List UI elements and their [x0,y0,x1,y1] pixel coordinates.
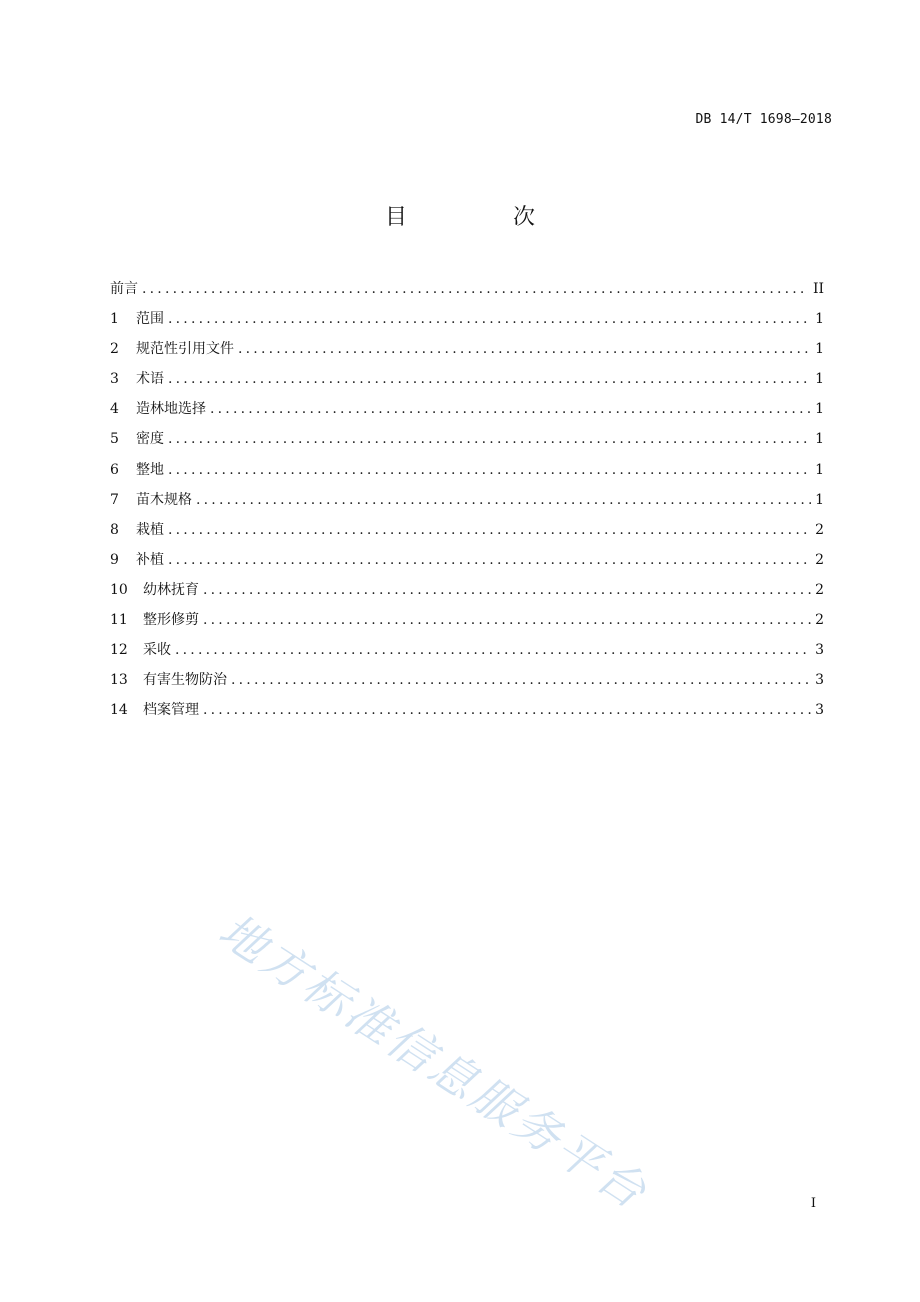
toc-entry-number: 5 [110,431,119,448]
toc-entry-number: 2 [110,341,119,358]
toc-entry-label: 采收 [143,642,171,659]
toc-entry-number: 8 [110,521,119,538]
toc-entry-number: 7 [110,491,119,508]
toc-dot-leader [168,309,811,329]
toc-dot-leader [203,610,811,630]
toc-entry-number: 6 [110,461,119,478]
toc-entry-5[interactable] [110,429,824,459]
toc-entry-label: 整地 [136,461,164,478]
toc-dot-leader [231,670,811,690]
toc-entry-label: 幼林抚育 [143,581,199,598]
toc-entry-number: 10 [110,581,128,598]
toc-entry-number: 3 [110,371,119,388]
toc-entry-14[interactable] [110,700,824,730]
toc-entry-number: 9 [110,551,119,568]
toc-dot-leader [203,580,811,600]
toc-entry-7[interactable] [110,490,824,520]
toc-entry-page: 3 [815,672,824,689]
toc-entry-page: 1 [815,461,824,478]
toc-entry-page: 3 [815,642,824,659]
toc-entry-label: 术语 [136,371,164,388]
toc-dot-leader [168,429,811,449]
toc-entry-label: 整形修剪 [143,612,199,629]
watermark: 地方标准信息服务平台 [209,902,659,1221]
page-number: I [810,1196,816,1211]
table-of-contents [110,279,824,730]
toc-entry-8[interactable] [110,520,824,550]
toc-dot-leader [168,550,811,570]
toc-entry-label: 补植 [136,551,164,568]
toc-dot-leader [168,520,811,540]
toc-entry-10[interactable] [110,580,824,610]
toc-entry-number: 12 [110,642,128,659]
toc-dot-leader [168,369,811,389]
toc-entry-9[interactable] [110,550,824,580]
toc-entry-label: 栽植 [136,521,164,538]
toc-entry-label: 档案管理 [143,702,199,719]
toc-entry-number: 13 [110,672,128,689]
toc-entry-label: 前言 [110,281,138,297]
toc-entry-6[interactable] [110,460,824,490]
toc-entry-number: 1 [110,311,119,328]
toc-entry-label: 规范性引用文件 [136,341,234,358]
toc-entry-page: 1 [815,311,824,328]
toc-entry-number: 14 [110,702,128,719]
page-title: 目 次 [384,205,577,230]
toc-entry-label: 有害生物防治 [143,672,227,689]
toc-entry-page: II [812,281,824,297]
toc-entry-label: 密度 [136,431,164,448]
toc-entry-page: 2 [815,521,824,538]
toc-entry-page: 1 [815,431,824,448]
toc-entry-page: 1 [815,491,824,508]
toc-entry-page: 2 [815,551,824,568]
toc-entry-page: 1 [815,341,824,358]
standard-code: DB 14/T 1698—2018 [695,112,832,127]
toc-entry-page: 3 [815,702,824,719]
toc-dot-leader [175,640,811,660]
toc-entry-2[interactable] [110,339,824,369]
toc-entry-page: 2 [815,581,824,598]
toc-entry-1[interactable] [110,309,824,339]
toc-entry-label: 苗木规格 [136,491,192,508]
toc-entry-foreword[interactable] [110,279,824,309]
toc-entry-label: 范围 [136,311,164,328]
toc-entry-4[interactable] [110,399,824,429]
toc-entry-3[interactable] [110,369,824,399]
toc-entry-13[interactable] [110,670,824,700]
toc-entry-label: 造林地选择 [136,401,206,418]
toc-entry-page: 1 [815,401,824,418]
toc-dot-leader [168,460,811,480]
toc-entry-number: 11 [110,612,128,629]
toc-entry-number: 4 [110,401,119,418]
toc-dot-leader [142,279,809,299]
toc-dot-leader [203,700,811,720]
toc-entry-page: 2 [815,612,824,629]
toc-entry-12[interactable] [110,640,824,670]
toc-entry-page: 1 [815,371,824,388]
toc-entry-11[interactable] [110,610,824,640]
toc-dot-leader [238,339,811,359]
toc-dot-leader [196,490,811,510]
toc-dot-leader [210,399,811,419]
